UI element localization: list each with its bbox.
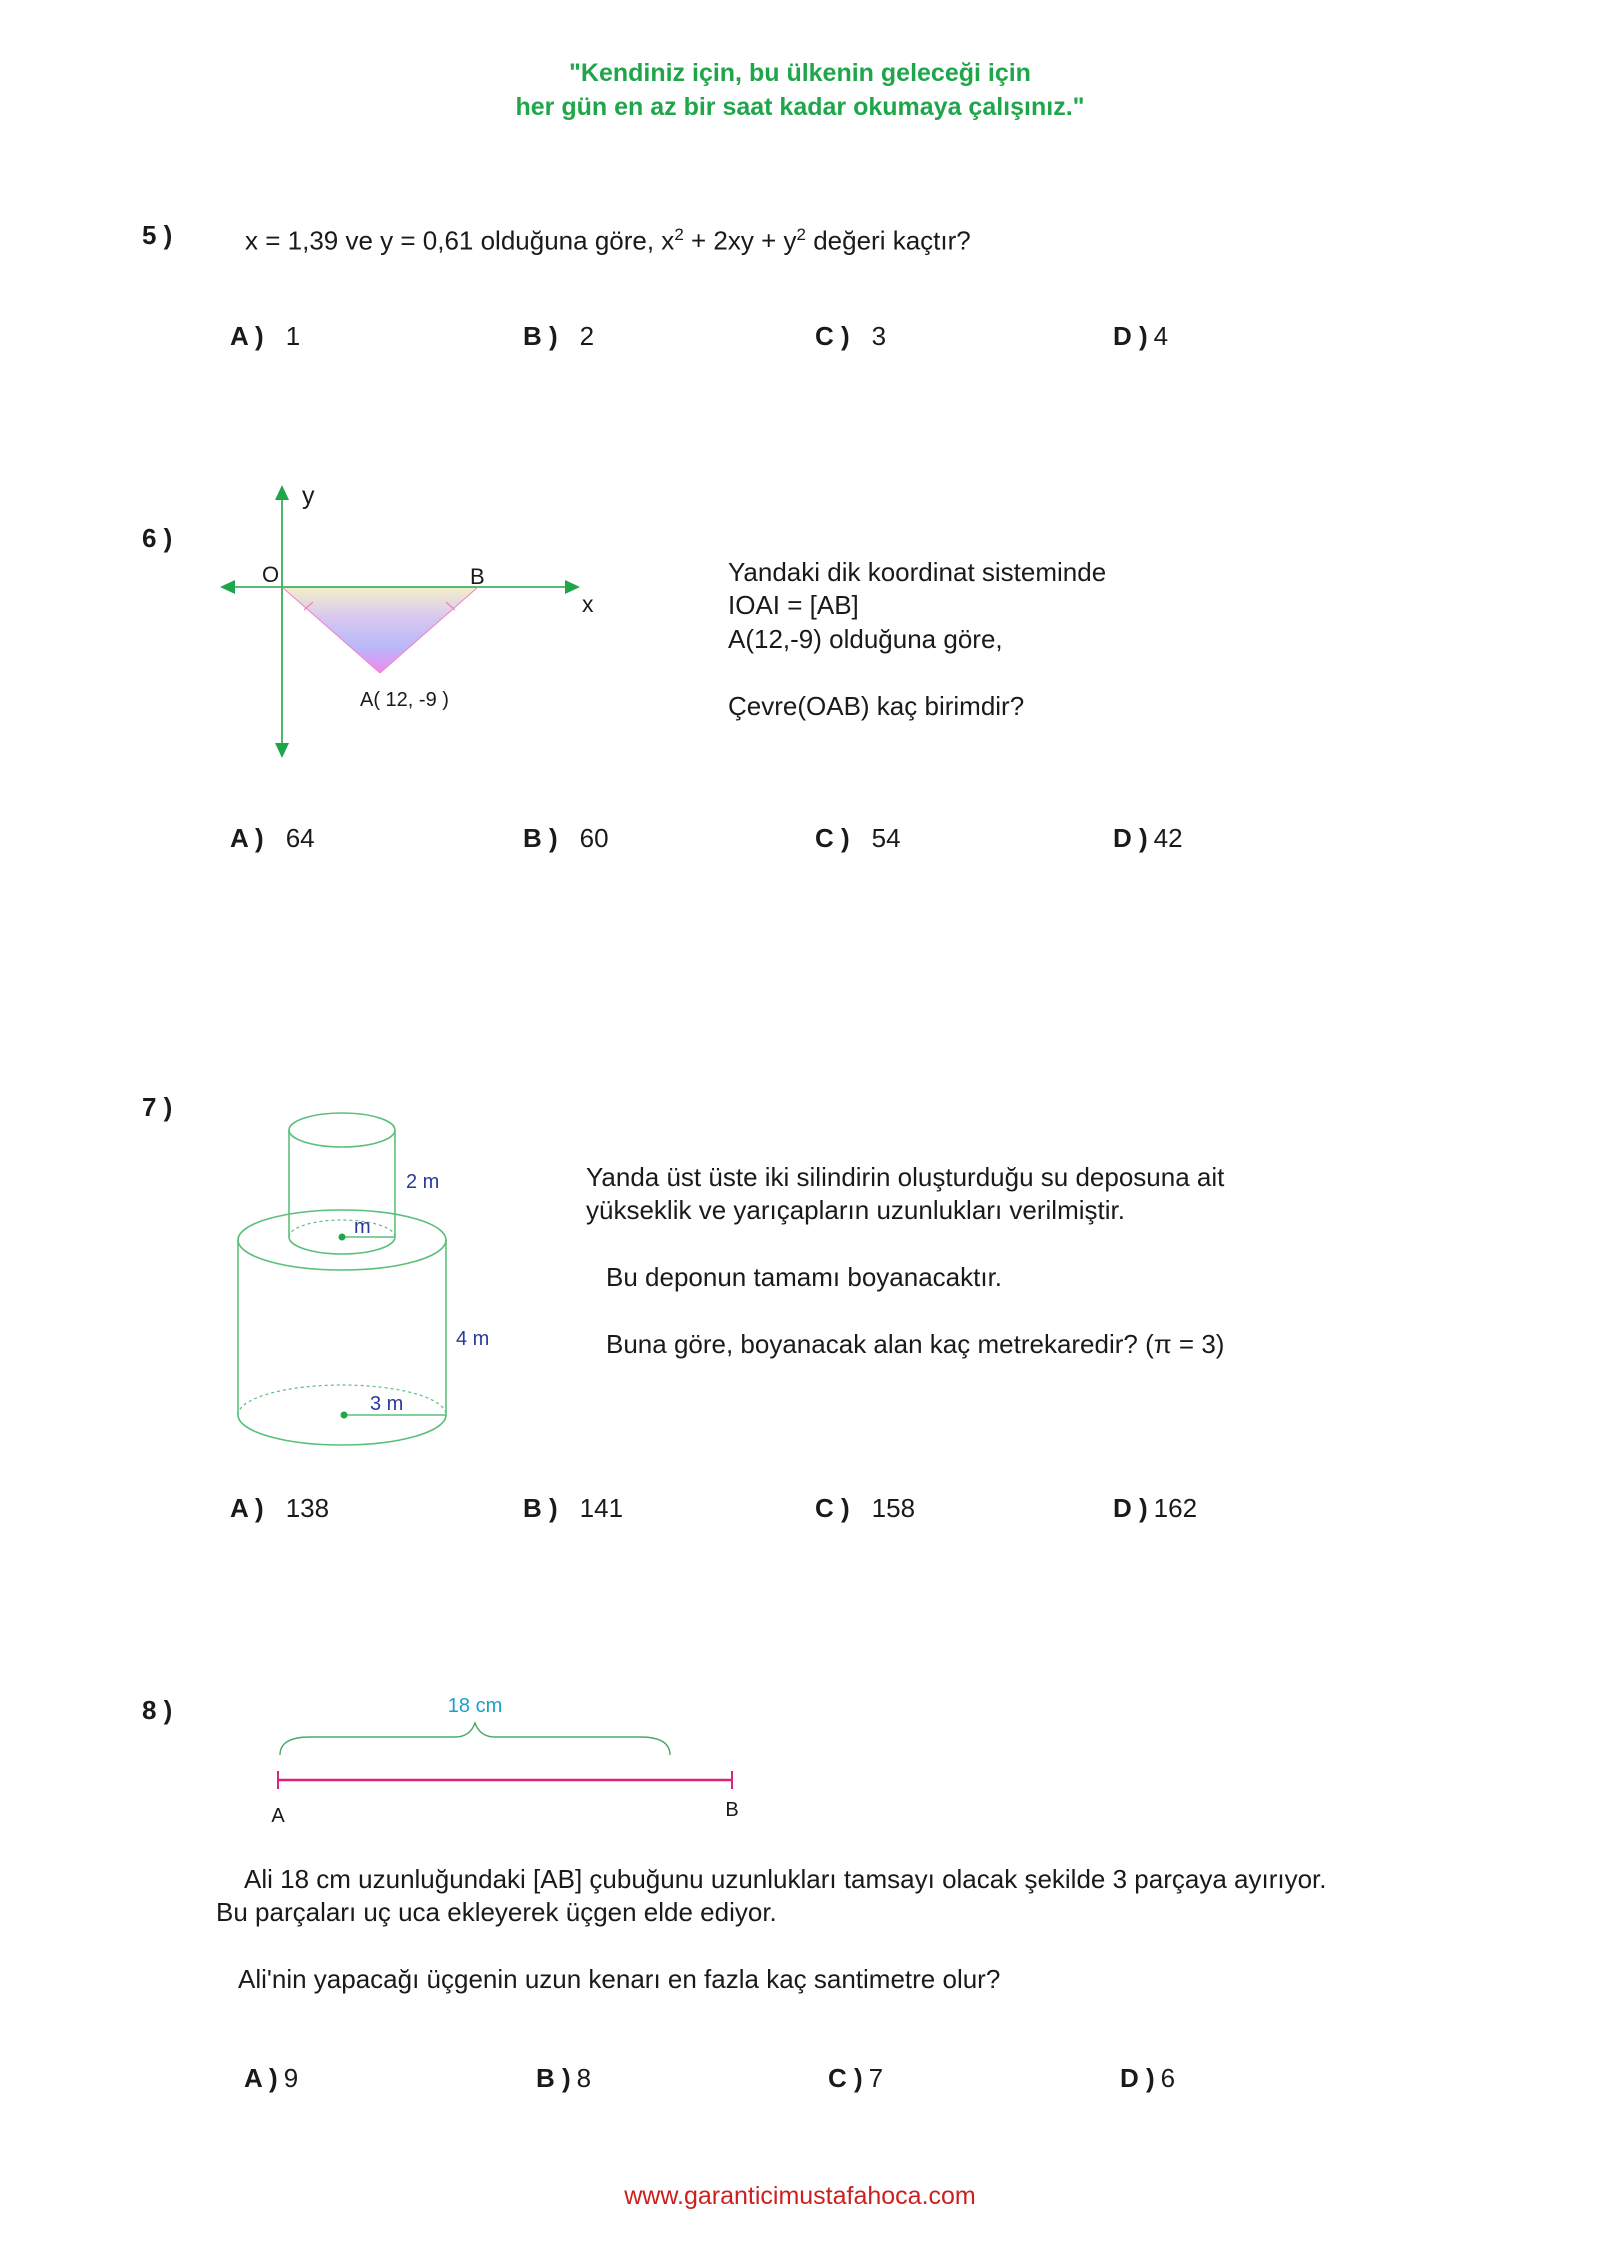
option-value: 141 (579, 1493, 624, 1523)
y-axis-down-arrow-icon (275, 743, 289, 758)
q8-option-d[interactable] (1120, 2063, 1175, 2094)
option-value: 1 (285, 321, 301, 351)
q5-sup-1: 2 (674, 225, 684, 244)
q6-line-4: Çevre(OAB) kaç birimdir? (728, 691, 1025, 721)
origin-label: O (262, 562, 280, 587)
option-value: 138 (285, 1493, 330, 1523)
y-axis-up-arrow-icon (275, 485, 289, 500)
point-b-label: B (725, 1799, 739, 1821)
q5-sup-2: 2 (796, 225, 806, 244)
q5-text-c: değeri kaçtır? (805, 225, 971, 256)
option-value: 64 (285, 823, 315, 853)
q7-option-b[interactable] (523, 1493, 623, 1524)
q6-option-c[interactable] (815, 823, 901, 854)
q5-option-d[interactable] (1113, 321, 1168, 352)
y-axis-label: y (302, 482, 315, 510)
option-label: D ) (1113, 1493, 1148, 1523)
x-axis-label: x (582, 591, 594, 617)
option-label: C ) (828, 2063, 863, 2093)
option-value: 4 (1153, 321, 1169, 351)
q5-option-c[interactable] (815, 321, 886, 352)
bottom-cylinder-top-front (238, 1240, 446, 1270)
x-axis-right-arrow-icon (565, 580, 580, 594)
option-label: A ) (230, 1493, 264, 1523)
option-label: D ) (1113, 321, 1148, 351)
option-value: 3 (871, 321, 887, 351)
option-label: A ) (244, 2063, 278, 2093)
q8-option-c[interactable] (828, 2063, 883, 2094)
q8-line-2: Bu parçaları uç uca ekleyerek üçgen elde ediyor. (216, 1897, 777, 1927)
point-a-label: A( 12, -9 ) (360, 689, 449, 711)
question-5-number: 5 ) (142, 220, 173, 250)
bottom-center-dot (341, 1412, 348, 1419)
bottom-radius-label: 3 m (370, 1393, 404, 1415)
q7-line-4: Buna göre, boyanacak alan kaç metrekaredir? (π = 3) (606, 1329, 1225, 1359)
segment-figure (260, 1685, 760, 1830)
bottom-cylinder-base-back (238, 1385, 446, 1415)
coordinate-figure (210, 480, 600, 770)
x-axis-left-arrow-icon (220, 580, 235, 594)
q7-option-a[interactable] (230, 1493, 329, 1524)
question-8-number: 8 ) (142, 1695, 173, 1725)
option-value: 54 (871, 823, 901, 853)
triangle-oab (282, 587, 478, 673)
top-center-dot (339, 1234, 346, 1241)
q6-option-a[interactable] (230, 823, 315, 854)
option-value: 2 (579, 321, 595, 351)
option-label: B ) (523, 823, 558, 853)
question-5-text (245, 218, 971, 258)
header-line-1: "Kendiniz için, bu ülkenin geleceği için (569, 59, 1031, 87)
option-label: B ) (523, 321, 558, 351)
option-label: C ) (815, 1493, 850, 1523)
option-value: 158 (871, 1493, 916, 1523)
option-value: 60 (579, 823, 609, 853)
option-label: A ) (230, 823, 264, 853)
q7-option-d[interactable] (1113, 1493, 1197, 1524)
option-label: B ) (523, 1493, 558, 1523)
header-quote (0, 56, 1600, 124)
option-label: D ) (1113, 823, 1148, 853)
bottom-cylinder-base-front (238, 1415, 446, 1445)
top-cylinder-lid (289, 1113, 395, 1147)
point-a-label: A (271, 1805, 285, 1827)
top-radius-label: m (354, 1216, 371, 1238)
q7-option-c[interactable] (815, 1493, 915, 1524)
option-label: A ) (230, 321, 264, 351)
option-value: 162 (1153, 1493, 1198, 1523)
brace-icon (280, 1723, 670, 1755)
q8-line-1: Ali 18 cm uzunluğundaki [AB] çubuğunu uzunlukları tamsayı olacak şekilde 3 parçaya ayırıyor. (244, 1864, 1327, 1894)
question-7-number: 7 ) (142, 1092, 173, 1122)
q7-line-1: Yanda üst üste iki silindirin oluşturduğu su deposuna ait (586, 1162, 1225, 1192)
option-value: 42 (1153, 823, 1183, 853)
q7-line-2: yükseklik ve yarıçapların uzunlukları verilmiştir. (586, 1195, 1125, 1225)
option-value: 7 (868, 2063, 884, 2093)
q5-option-a[interactable] (230, 321, 300, 352)
bottom-height-label: 4 m (456, 1328, 490, 1350)
q6-line-3: A(12,-9) olduğuna göre, (728, 624, 1003, 654)
q6-option-d[interactable] (1113, 823, 1183, 854)
cylinder-tank-figure (220, 1100, 520, 1460)
length-label: 18 cm (447, 1695, 503, 1717)
question-6-number: 6 ) (142, 523, 173, 553)
q6-line-1: Yandaki dik koordinat sisteminde (728, 557, 1107, 587)
option-label: B ) (536, 2063, 571, 2093)
top-height-label: 2 m (406, 1171, 440, 1193)
q8-option-b[interactable] (536, 2063, 591, 2094)
option-label: C ) (815, 823, 850, 853)
q5-option-b[interactable] (523, 321, 594, 352)
q6-line-2: IOAI = [AB] (728, 590, 859, 620)
option-label: C ) (815, 321, 850, 351)
point-b-label: B (470, 564, 485, 589)
q8-option-a[interactable] (244, 2063, 298, 2094)
footer-url[interactable]: www.garanticimustafahoca.com (624, 2182, 976, 2210)
option-value: 6 (1160, 2063, 1176, 2093)
q5-text-b: + 2xy + y (683, 225, 797, 256)
option-value: 8 (576, 2063, 592, 2093)
q8-line-3: Ali'nin yapacağı üçgenin uzun kenarı en fazla kaç santimetre olur? (238, 1964, 1001, 1994)
q5-text-a: x = 1,39 ve y = 0,61 olduğuna göre, x (245, 225, 675, 256)
q7-line-3: Bu deponun tamamı boyanacaktır. (606, 1262, 1003, 1292)
option-label: D ) (1120, 2063, 1155, 2093)
q6-option-b[interactable] (523, 823, 609, 854)
header-line-2: her gün en az bir saat kadar okumaya çalışınız." (515, 93, 1085, 121)
option-value: 9 (283, 2063, 299, 2093)
